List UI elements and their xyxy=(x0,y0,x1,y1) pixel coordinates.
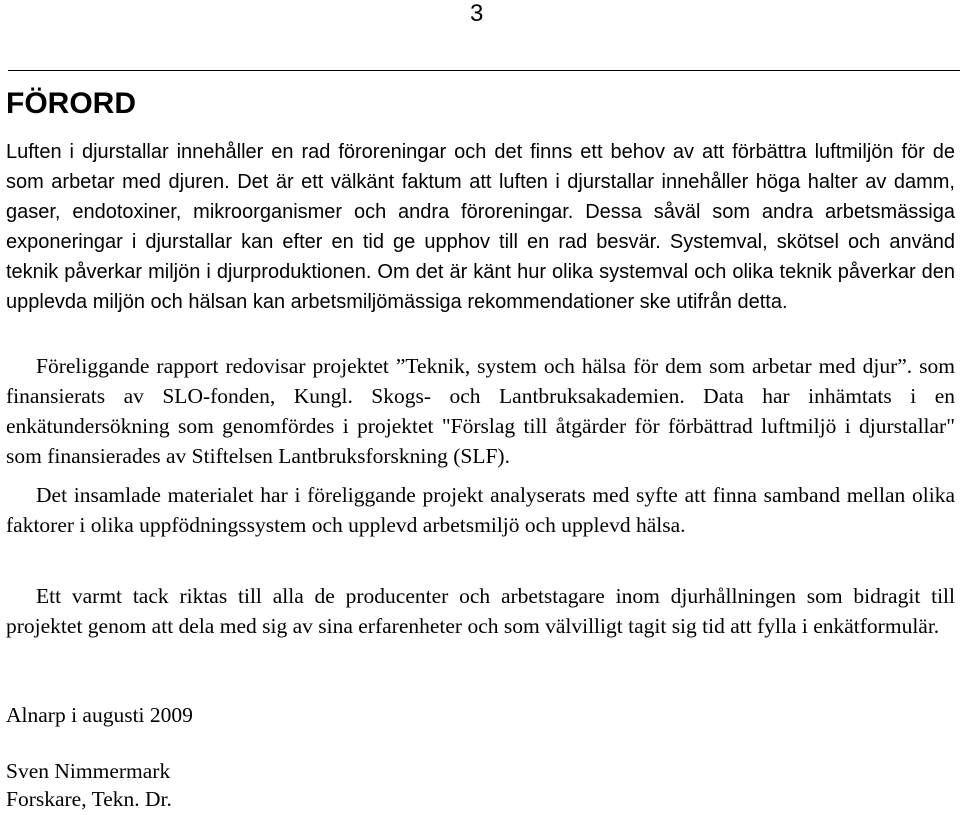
page-title: FÖRORD xyxy=(6,87,136,120)
place-date: Alnarp i augusti 2009 xyxy=(6,703,193,727)
paragraph-thanks: Ett varmt tack riktas till alla de producenter och arbetstagare inom djurhållningen som bidragit till projektet genom att dela med sig av sina erfarenheter och som välvilligt tagit sig tid att fylla i enkätformulär. xyxy=(6,584,955,638)
header-rule xyxy=(8,70,960,71)
author-title: Forskare, Tekn. Dr. xyxy=(6,787,172,811)
page-number: 3 xyxy=(470,0,484,27)
author-name: Sven Nimmermark xyxy=(6,759,171,783)
paragraph-report: Föreliggande rapport redovisar projektet ”Teknik, system och hälsa för dem som arbetar med djur”. som finansierats av SLO-fonden, Kungl. Skogs- och Lantbruksakademien. Data har inhämtats i en enkätundersökning som genomfördes i projektet "Förslag till åtgärder för förbättrad luftmiljö i djurstallar" som finansierades av Stiftelsen Lantbruksforskning (SLF). xyxy=(6,354,955,468)
paragraph-analysis: Det insamlade materialet har i föreliggande projekt analyserats med syfte att finna samband mellan olika faktorer i olika uppfödningssystem och upplevd arbetsmiljö och upplevd hälsa. xyxy=(6,483,955,537)
paragraph-intro: Luften i djurstallar innehåller en rad föroreningar och det finns ett behov av att förbättra luftmiljön för de som arbetar med djuren. Det är ett välkänt faktum att luften i djurstallar innehåller höga halter av damm, gaser, endotoxiner, mikroorganismer och andra föroreningar. Dessa såväl som andra arbetsmässiga exponeringar i djurstallar kan efter en tid ge upphov till en rad besvär. Systemval, skötsel och använd teknik påverkar miljön i djurproduktionen. Om det är känt hur olika systemval och olika teknik påverkar den upplevda miljön och hälsan kan arbetsmiljömässiga rekommendationer ske utifrån detta. xyxy=(6,141,955,313)
